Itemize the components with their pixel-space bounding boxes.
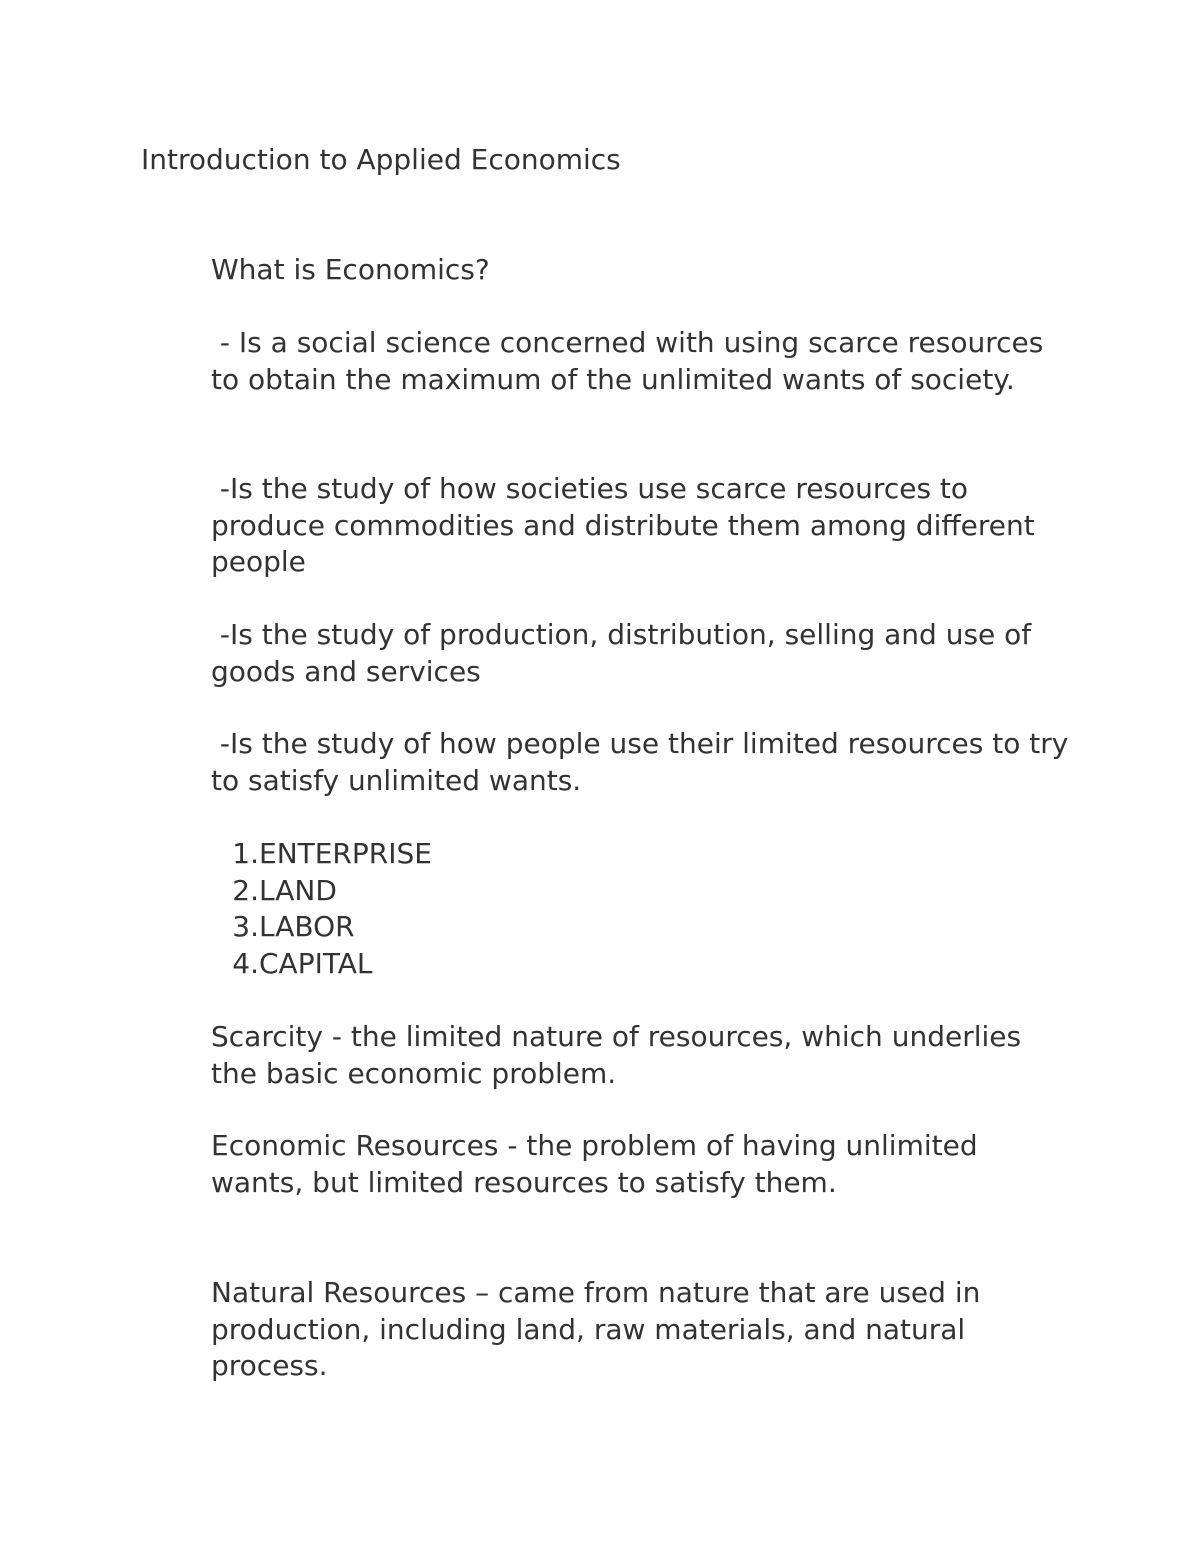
list-number: 3. [232,910,259,944]
list-label: ENTERPRISE [259,837,432,870]
term-definition: Natural Resources – came from nature that are used in production, including land, raw materials, and natural process. [211,1276,990,1383]
list-label: CAPITAL [259,946,373,980]
definition-paragraph: - Is a social science concerned with using scarce resources to obtain the maximum of the unlimited wants of society. [211,326,1053,396]
definition-paragraph: -Is the study of how people use their limited resources to try to satisfy unlimited wants. [211,727,1078,797]
definition-block [211,726,1078,799]
question-text: What is Economics? [211,253,490,286]
question-heading [211,252,1071,289]
list-number: 2. [232,873,259,907]
term-definition: Scarcity - the limited nature of resources, which underlies the basic economic problem. [211,1020,1030,1090]
term-definition: Economic Resources - the problem of having unlimited wants, but limited resources to satisfy them. [211,1129,987,1199]
list-label: LAND [259,873,337,907]
list-item [211,836,432,873]
term-block [211,1019,1071,1092]
document-title: Introduction to Applied Economics [141,143,621,176]
definition-paragraph: -Is the study of how societies use scarce resources to produce commodities and distribute them among different people [211,472,1044,579]
list-number: 4. [232,946,259,980]
factors-of-production-list [211,836,432,982]
list-number: 1. [232,837,259,870]
definition-block [211,325,1071,398]
definition-paragraph: -Is the study of production, distribution, selling and use of goods and services [211,618,1041,688]
list-item [211,909,432,946]
definition-block [211,617,1071,690]
term-block [211,1275,1071,1385]
term-block [211,1128,1071,1201]
list-item [211,946,432,983]
list-item [211,873,432,910]
list-label: LABOR [259,910,355,944]
definition-block [211,471,1071,581]
